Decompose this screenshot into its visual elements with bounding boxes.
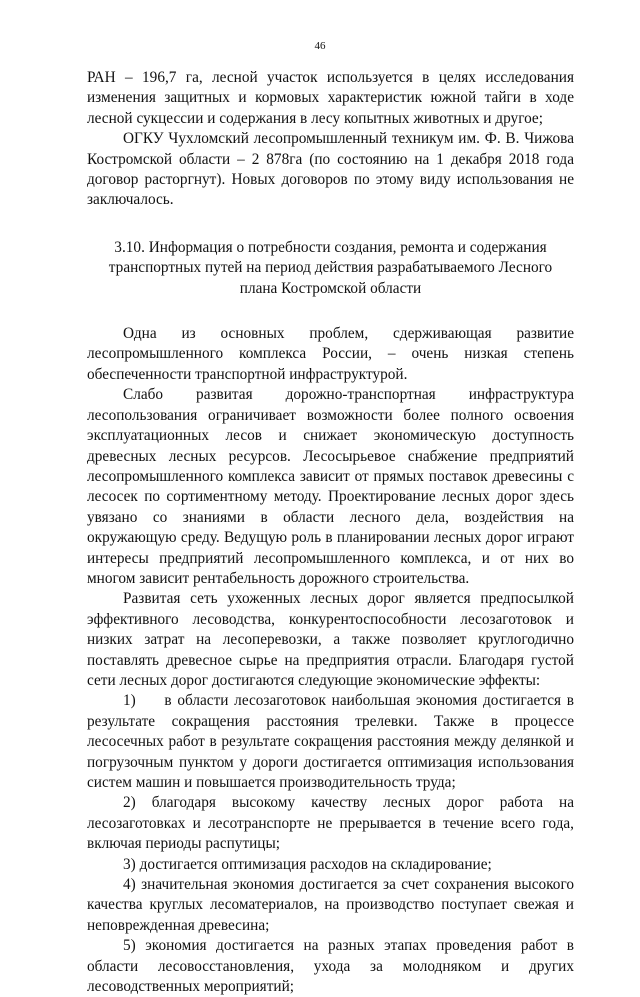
paragraph-road-network: Развитая сеть ухоженных лесных дорог является предпосылкой эффективного лесоводства, конкурентоспособности лесозаготовок и низких затрат на лесоперевозки, а также позволяет круглогодично поставлять древесное сырье на предприятия отрасли. Благодаря густой сети лесных дорог достигаются следующие экономические эффекты:: [87, 590, 574, 689]
paragraph-ran: РАН – 196,7 га, лесной участок используется в целях исследования изменения защитных и кормовых характеристик южной тайги в ходе лесной сукцессии и содержания в лесу копытных животных и другое;: [87, 69, 574, 127]
document-body: [87, 68, 578, 997]
section-heading: 3.10. Информация о потребности создания, ремонта и содержания транспортных путей на период действия разрабатываемого Лесного плана Костромской области: [108, 238, 553, 297]
paragraph-main-problem: Одна из основных проблем, сдерживающая развитие лесопромышленного комплекса России, – очень низкая степень обеспеченности транспортной инфраструктурой.: [87, 325, 574, 383]
paragraph-infrastructure: Слабо развитая дорожно-транспортная инфраструктура лесопользования ограничивает возможности более полного освоения эксплуатационных лесов и снижает экономическую доступность древесных лесных ресурсов. Лесосырьевое снабжение предприятий лесопромышленного комплекса зависит от прямых поставок древесины с лесосек по сортиментному методу. Проектирование лесных дорог здесь увязано со знаниями в области лесного дела, воздействия на окружающую среду. Ведущую роль в планировании лесных дорог играют интересы предприятий лесопромышленного комплекса, и от них во многом зависит рентабельность дорожного строительства.: [87, 386, 574, 587]
list-item-3: 3) достигается оптимизация расходов на складирование;: [123, 855, 492, 873]
paragraph-chukhloma-technikum: ОГКУ Чухломский лесопромышленный техникум им. Ф. В. Чижова Костромской области – 2 878га (по состоянию на 1 декабря 2018 года договор расторгнут). Новых договоров по этому виду использования не заключалось.: [87, 130, 574, 209]
list-item-1: 1) в области лесозаготовок наибольшая экономия достигается в результате сокращения расстояния трелевки. Также в процессе лесосечных работ в результате сокращения расстояния между делянкой и погрузочным пунктом у дороги достигается оптимизация использования систем машин и повышается производительность труда;: [87, 692, 578, 791]
list-item-2: 2) благодаря высокому качеству лесных дорог работа на лесозаготовках и лесотранспорте не прерывается в течение всего года, включая периоды распутицы;: [87, 794, 574, 853]
page-number: 46: [314, 40, 326, 52]
list-item-5: 5) экономия достигается на разных этапах проведения работ в области лесовосстановления, ухода за молодняком и других лесоводственных мероприятий;: [87, 937, 574, 996]
list-item-4: 4) значительная экономия достигается за счет сохранения высокого качества круглых лесоматериалов, на производство поступает свежая и неповрежденная древесина;: [87, 876, 574, 934]
